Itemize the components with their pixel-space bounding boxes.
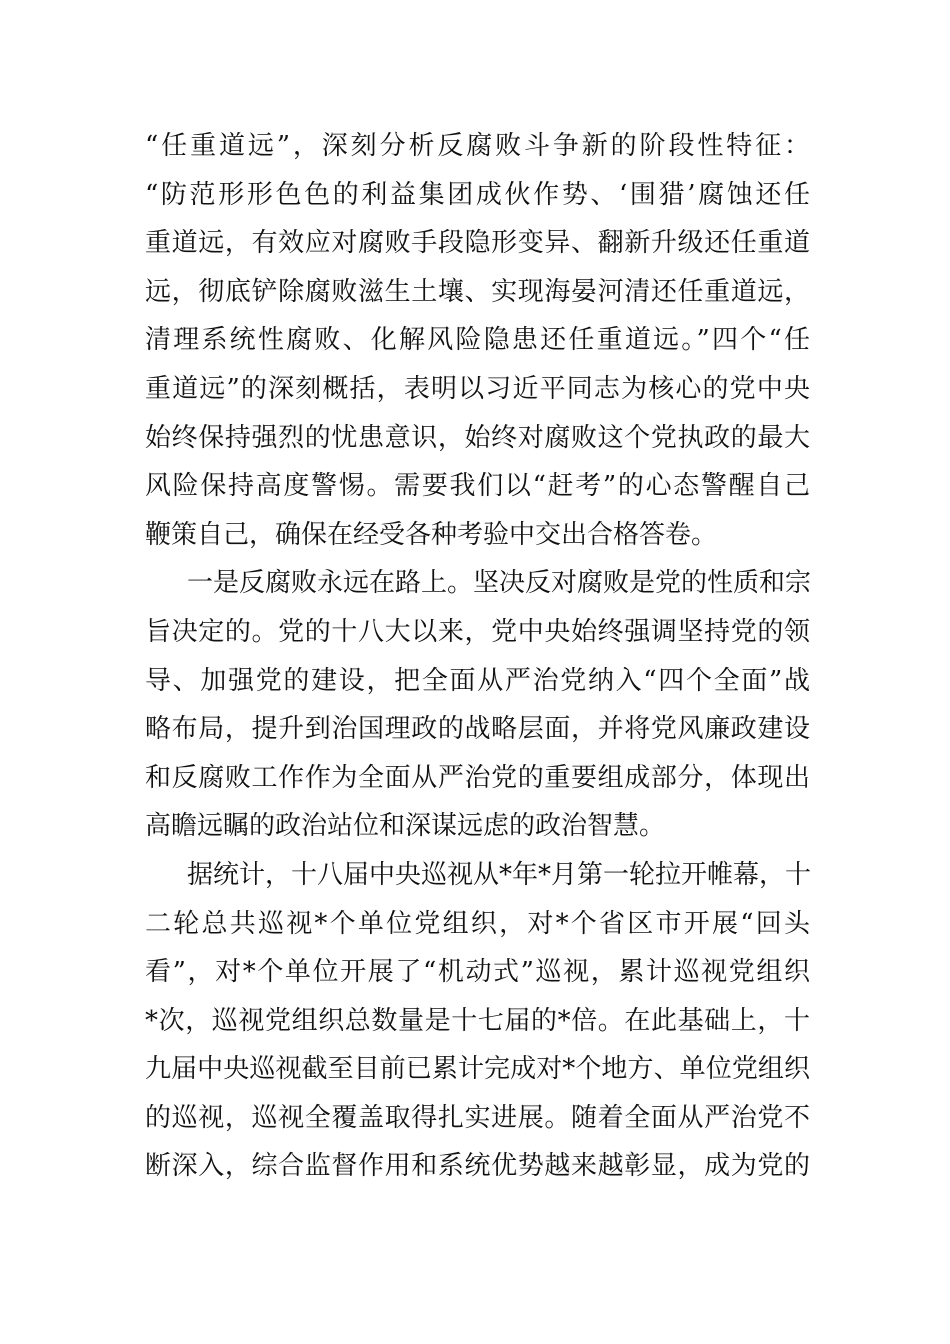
text-line: 风险保持高度警惕。需要我们以“赶考”的心态警醒自己 — [145, 471, 810, 502]
text-line: 略布局，提升到治国理政的战略层面，并将党风廉政建设 — [145, 714, 810, 745]
text-line: 远，彻底铲除腐败滋生土壤、实现海晏河清还任重道远， — [145, 276, 810, 307]
paragraph-1 — [145, 122, 810, 559]
text-line: 的巡视，巡视全覆盖取得扎实进展。随着全面从严治党不 — [145, 1102, 810, 1133]
text-line: 和反腐败工作作为全面从严治党的重要组成部分，体现出 — [145, 762, 810, 793]
text-line: 始终保持强烈的忧患意识，始终对腐败这个党执政的最大 — [145, 422, 810, 453]
text-line: “防范形形色色的利益集团成伙作势、‘围猎’腐蚀还任 — [145, 179, 810, 210]
text-line: “任重道远”，深刻分析反腐败斗争新的阶段性特征： — [145, 131, 810, 161]
document-body — [145, 122, 810, 1191]
text-line: 二轮总共巡视*个单位党组织，对*个省区市开展“回头 — [145, 908, 810, 939]
text-line: 据统计，十八届中央巡视从*年*月第一轮拉开帷幕，十 — [187, 859, 812, 890]
text-line: 鞭策自己，确保在经受各种考验中交出合格答卷。 — [145, 519, 718, 550]
paragraph-2 — [145, 559, 810, 851]
text-line: 清理系统性腐败、化解风险隐患还任重道远。”四个“任 — [145, 325, 810, 356]
text-line: 看”，对*个单位开展了“机动式”巡视，累计巡视党组织 — [145, 957, 810, 988]
text-line: 导、加强党的建设，把全面从严治党纳入“四个全面”战 — [145, 665, 810, 696]
text-line: 一是反腐败永远在路上。坚决反对腐败是党的性质和宗 — [187, 568, 812, 599]
text-line: 重道远，有效应对腐败手段隐形变异、翻新升级还任重道 — [145, 228, 810, 259]
text-line: 高瞻远瞩的政治站位和深谋远虑的政治智慧。 — [145, 811, 666, 842]
text-line: 断深入，综合监督作用和系统优势越来越彰显，成为党的 — [145, 1151, 810, 1182]
text-line: 旨决定的。党的十八大以来，党中央始终强调坚持党的领 — [145, 616, 810, 647]
text-line: 九届中央巡视截至目前已累计完成对*个地方、单位党组织 — [145, 1054, 810, 1085]
paragraph-3 — [145, 851, 810, 1191]
text-line: *次，巡视党组织总数量是十七届的*倍。在此基础上，十 — [145, 1005, 810, 1036]
text-line: 重道远”的深刻概括，表明以习近平同志为核心的党中央 — [145, 373, 810, 404]
